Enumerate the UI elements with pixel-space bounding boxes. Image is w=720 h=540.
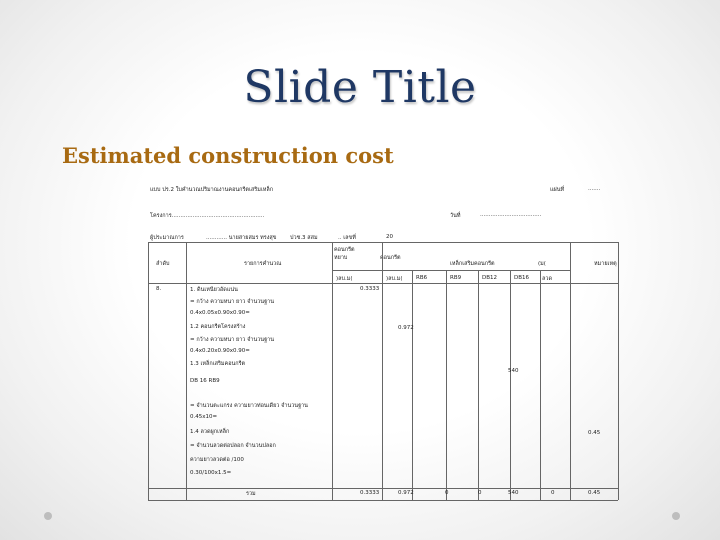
total-wire: 0.45 bbox=[588, 490, 601, 496]
row-text: = กว้าง ความหนา ยาว จำนวนฐาน bbox=[190, 299, 274, 305]
row-seq: 8. bbox=[156, 286, 162, 292]
grade-label: ปวช.3 สสม bbox=[290, 235, 318, 241]
col-concrete-unit-2: )ลบ.ม( bbox=[386, 276, 403, 282]
left-dot-icon bbox=[44, 512, 52, 520]
col-rebar-db12: DB12 bbox=[482, 275, 498, 281]
row-concrete-value: 0.972 bbox=[398, 325, 414, 331]
row-text: 1.2 คอนกรีตโครงสร้าง bbox=[190, 324, 246, 330]
total-label: รวม bbox=[246, 491, 256, 497]
seq-label: .. เลขที่ bbox=[338, 235, 356, 241]
total-rb6: 0 bbox=[445, 490, 449, 496]
row-text: 0.30/100x1.5= bbox=[190, 470, 232, 476]
col-seq-header: ลำดับ bbox=[156, 261, 170, 267]
row-text: ความยาวลวดต่อ /100 bbox=[190, 457, 244, 463]
row-text: 1.3 เหล็กเสริมคอนกรีต bbox=[190, 361, 246, 367]
total-concrete-coarse: 0.3333 bbox=[360, 490, 380, 496]
col-concrete-unit-1: )ลบ.ม( bbox=[336, 276, 353, 282]
sheet-value: ....... bbox=[588, 186, 601, 192]
slide-subtitle: Estimated construction cost bbox=[62, 143, 394, 168]
project-label: โครงการ..................................................... bbox=[150, 213, 265, 219]
col-rebar-group: เหล็กเสริมคอนกรีต bbox=[450, 261, 495, 267]
row-text: = จำนวนตะแกรง ความยาวท่อนเดียว จำนวนฐาน bbox=[190, 403, 308, 409]
row-rebar-value: 540 bbox=[508, 368, 519, 374]
total-rb9: 0 bbox=[478, 490, 482, 496]
col-items-header: รายการคำนวณ bbox=[244, 261, 282, 267]
row-text: 0.4x0.20x0.90x0.90= bbox=[190, 348, 250, 354]
slide-title: Slide Title bbox=[243, 62, 477, 113]
row-text: = กว้าง ความหนา ยาว จำนวนฐาน bbox=[190, 337, 274, 343]
col-concrete-group: คอนกรีต หยาบ bbox=[334, 247, 355, 261]
col-rebar-db16: DB16 bbox=[514, 275, 530, 281]
row-text: 0.45x10= bbox=[190, 414, 218, 420]
total-concrete: 0.972 bbox=[398, 490, 414, 496]
cost-estimate-form bbox=[148, 180, 618, 510]
col-rebar-rb9: RB9 bbox=[450, 275, 462, 281]
estimator-value: ............ นายสายสมร ทรงสุข bbox=[206, 235, 277, 241]
row-concrete-value: 0.3333 bbox=[360, 286, 380, 292]
col-rebar-unit: (ม( bbox=[538, 261, 546, 267]
date-value: ................................... bbox=[480, 212, 542, 218]
total-db12: 540 bbox=[508, 490, 519, 496]
row-text: 1.4 ลวดผูกเหล็ก bbox=[190, 429, 230, 435]
row-note-value: 0.45 bbox=[588, 430, 601, 436]
right-dot-icon bbox=[672, 512, 680, 520]
sheet-label: แผ่นที่ bbox=[550, 187, 565, 193]
estimator-label: ผู้ประมาณการ bbox=[150, 235, 184, 241]
row-text: DB 16 RB9 bbox=[190, 378, 220, 384]
row-text: = จำนวนลวดต่อปลอก จำนวนปลอก bbox=[190, 443, 276, 449]
seq-value: 20 bbox=[386, 234, 393, 240]
col-concrete-sub: คอนกรีต bbox=[380, 255, 401, 261]
col-note-header: หมายเหตุ bbox=[594, 261, 617, 267]
col-rebar-rb6: RB6 bbox=[416, 275, 428, 281]
date-label: วันที่ bbox=[450, 213, 461, 219]
row-text: 1. ดินเหนียวอัดแน่น bbox=[190, 287, 238, 293]
row-text: 0.4x0.05x0.90x0.90= bbox=[190, 310, 250, 316]
total-db16: 0 bbox=[551, 490, 555, 496]
col-rebar-wire: ลวด bbox=[542, 276, 553, 282]
form-header-title: แบบ ปร.2 ใบคำนวณปริมาณงานคอนกรีตเสริมเหล็ก bbox=[150, 187, 274, 193]
